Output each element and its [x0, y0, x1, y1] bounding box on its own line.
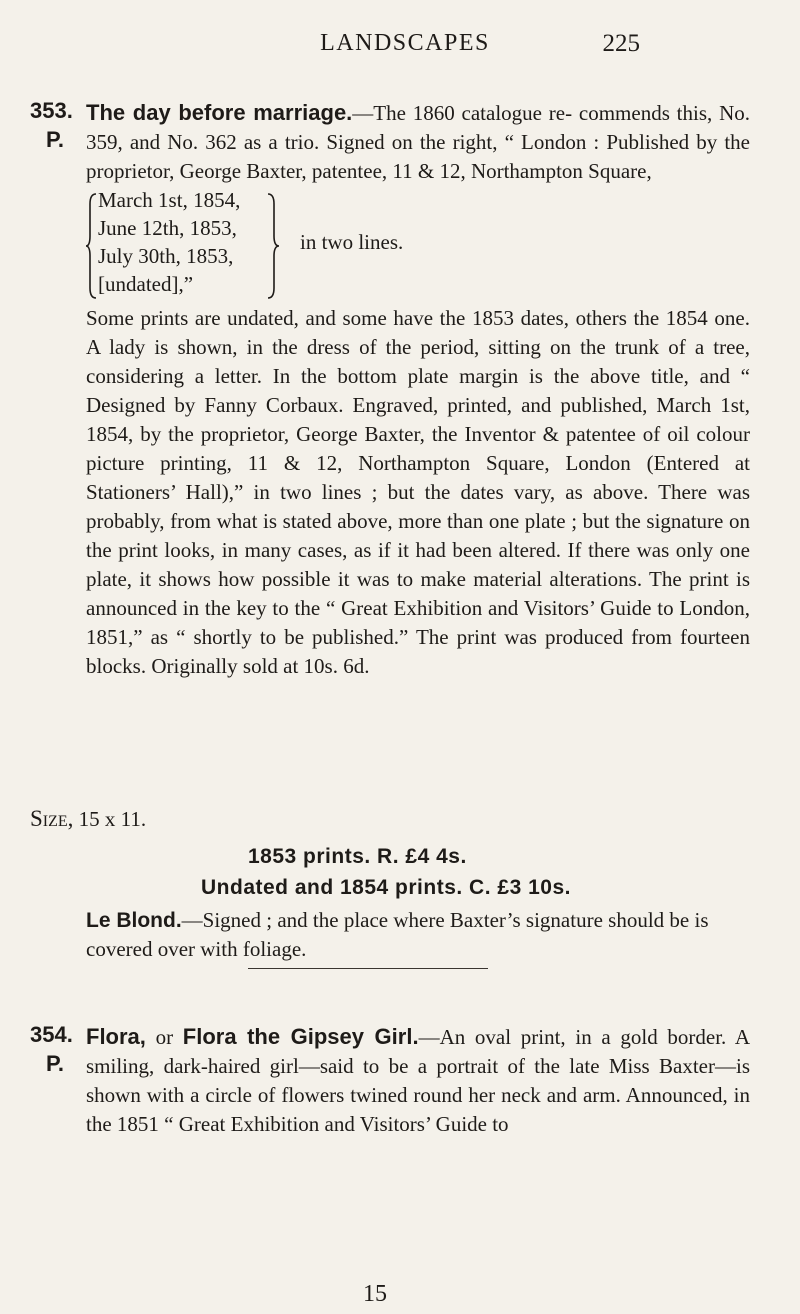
date-line: [undated],” [98, 272, 194, 296]
note-title: Le Blond. [86, 909, 182, 932]
size-label: Size, [30, 806, 74, 831]
entry-number: 353. [30, 98, 73, 123]
right-brace-icon [266, 190, 280, 302]
dates-block [86, 186, 750, 304]
entry-title: The day before marriage. [86, 100, 353, 125]
page-number: 225 [602, 30, 640, 57]
price-line: 1853 prints. R. £4 4s. [248, 845, 467, 868]
left-brace-icon [86, 190, 98, 302]
size-value: 15 x 11. [78, 807, 147, 831]
entry-body: —An oval print, in a gold border. A smiling, dark-haired girl—said to be a portrait of the late Miss Baxter—is shown with a circle of flowers twined round her neck and arm. Announced, in the 1851 “ Great Exhibition and Visitors’ Guide to [86, 1025, 750, 1136]
date-line: July 30th, 1853, [98, 244, 234, 268]
note-text: —Signed ; and the place where Baxter’s signature should be is covered over with foliage. [86, 908, 709, 961]
page-header [0, 30, 800, 70]
date-line: June 12th, 1853, [98, 216, 237, 240]
date-line: March 1st, 1854, [98, 188, 241, 212]
price-line: Undated and 1854 prints. C. £3 10s. [201, 876, 571, 899]
entry-body: Some prints are undated, and some have the 1853 dates, others the 1854 one. A lady is shown, in the dress of the period, sitting on the trunk of a tree, considering a letter. In the bottom plate margin is the above title, and “ Designed by Fanny Corbaux. Engraved, printed, and published, March 1st, 1854, by the proprietor, George Baxter, the Inventor & patentee of oil colour picture printing, 11 & 12, Northampton Square, London (Entered at Stationers’ Hall),” in two lines ; but the dates vary, as above. There was probably, from what is stated above, more than one plate ; but the signature on the print looks, in many cases, as if it had been altered. If there was only one plate, it shows how possible it was to make material alterations. The print is announced in the key to the “ Great Exhibition and Visitors’ Guide to London, 1851,” as “ shortly to be published.” The print was produced from fourteen blocks. Originally sold at 10s. 6d. [86, 306, 750, 678]
entry-text [86, 1022, 750, 1139]
running-title: LANDSCAPES [320, 30, 490, 56]
entry-title-alt: Flora the Gipsey Girl. [182, 1024, 419, 1049]
entry-intro: —The 1860 catalogue re- commends this, No. 359, and No. 362 as a trio. Signed on the right, “ London : Published by the proprietor, George Baxter, patentee, 11 & 12, Northampton Square, [86, 101, 750, 183]
title-or: or [145, 1025, 183, 1049]
entry-mark: P. [46, 1051, 64, 1076]
signature-mark: 15 [363, 1281, 387, 1307]
dates-note: in two lines. [300, 230, 404, 254]
entry-mark: P. [46, 127, 64, 152]
section-divider [248, 968, 488, 969]
entry-title: Flora, [86, 1024, 146, 1049]
size-line [30, 806, 146, 832]
le-blond-note [86, 906, 750, 964]
entry-number: 354. [30, 1022, 73, 1047]
entry-text [86, 98, 750, 681]
